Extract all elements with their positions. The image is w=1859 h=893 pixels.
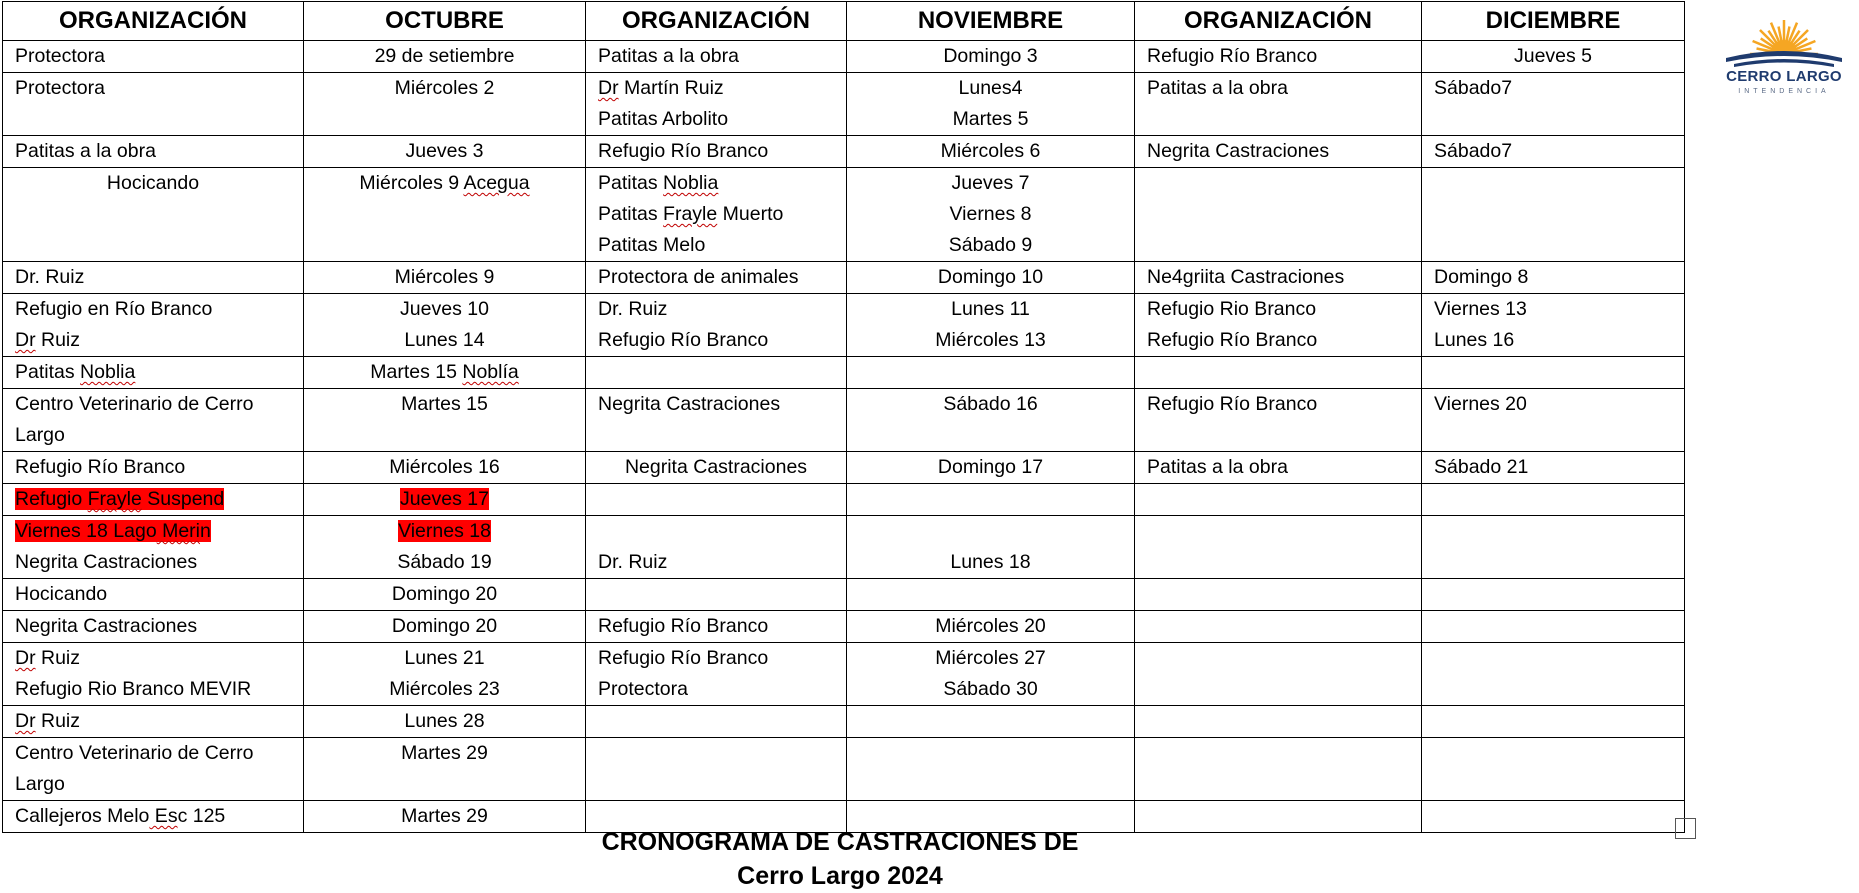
cell-text — [859, 706, 1122, 737]
table-cell — [847, 643, 1135, 706]
cell-text — [1434, 516, 1672, 547]
header-noviembre: NOVIEMBRE — [847, 2, 1135, 41]
table-cell — [3, 41, 304, 73]
cell-text: Dr Ruiz — [15, 329, 81, 351]
cell-text — [15, 230, 291, 261]
table-cell — [1422, 262, 1685, 294]
cell-text — [316, 230, 573, 261]
cell-text: Dr. Ruiz — [15, 266, 85, 288]
table-cell — [1135, 73, 1422, 136]
cell-text — [1434, 801, 1672, 832]
table-cell — [1135, 738, 1422, 801]
cell-text: Sábado 16 — [943, 393, 1038, 415]
cell-text: Domingo 17 — [937, 456, 1044, 478]
table-row — [3, 294, 1685, 357]
table-cell — [304, 611, 586, 643]
table-cell — [847, 579, 1135, 611]
cell-text — [1434, 579, 1672, 610]
cell-text — [1147, 199, 1409, 230]
cell-text: Martes 29 — [401, 805, 488, 827]
cell-text: Refugio Frayle Suspend — [15, 488, 225, 510]
table-cell — [3, 389, 304, 452]
cell-text — [316, 199, 573, 230]
table-cell — [3, 516, 304, 579]
cell-text — [1147, 484, 1409, 515]
cell-text: Refugio Río Branco — [15, 456, 186, 478]
cell-text — [1434, 199, 1672, 230]
cell-text: Callejeros Melo Esc 125 — [15, 805, 226, 827]
cell-text: Sábado 19 — [397, 551, 492, 573]
table-cell — [1135, 611, 1422, 643]
table-cell — [1422, 484, 1685, 516]
cell-text: Largo — [15, 773, 65, 795]
cell-text — [859, 579, 1122, 610]
cell-text: Protectora — [15, 77, 105, 99]
cell-text: Jueves 17 — [400, 488, 489, 510]
cell-text — [15, 104, 291, 135]
cell-text: Jueves 10 — [400, 298, 489, 320]
cell-text: Lunes 11 — [951, 298, 1030, 320]
table-cell — [586, 262, 847, 294]
cell-text: Miércoles 2 — [394, 77, 495, 99]
cell-text: Domingo 10 — [937, 266, 1044, 288]
table-cell — [3, 452, 304, 484]
cell-text: Refugio Río Branco — [598, 329, 769, 351]
table-cell — [1135, 452, 1422, 484]
cell-text: Domingo 3 — [943, 45, 1038, 67]
cell-text: Largo — [15, 424, 65, 446]
table-cell — [1135, 389, 1422, 452]
cell-text: Dr Martín Ruiz — [598, 77, 724, 99]
table-row — [3, 389, 1685, 452]
table-cell — [1422, 41, 1685, 73]
table-cell — [586, 579, 847, 611]
header-organizacion-nov: ORGANIZACIÓN — [586, 2, 847, 41]
table-cell — [847, 484, 1135, 516]
table-row — [3, 73, 1685, 136]
cell-text: Patitas a la obra — [15, 140, 156, 162]
cell-text: Refugio Rio Branco — [1147, 298, 1317, 320]
table-cell — [304, 73, 586, 136]
cell-text — [859, 738, 1122, 769]
cell-text: Refugio Río Branco — [1147, 45, 1318, 67]
table-cell — [3, 706, 304, 738]
cell-text: Patitas a la obra — [598, 45, 739, 67]
cell-text: Viernes 20 — [1434, 393, 1527, 415]
cell-text — [1434, 357, 1672, 388]
logo-subtitle: INTENDENCIA — [1738, 88, 1830, 95]
table-cell — [1135, 706, 1422, 738]
cell-text — [859, 357, 1122, 388]
cell-text: Martes 5 — [952, 108, 1029, 130]
table-cell — [1422, 579, 1685, 611]
cell-text — [316, 769, 573, 800]
cell-text: Centro Veterinario de Cerro — [15, 393, 254, 415]
table-cell — [304, 136, 586, 168]
cell-text: Jueves 5 — [1513, 45, 1593, 67]
cell-text: Negrita Castraciones — [624, 456, 808, 478]
table-cell — [1422, 136, 1685, 168]
cell-text — [598, 769, 834, 800]
table-cell — [1422, 801, 1685, 833]
table-cell — [847, 706, 1135, 738]
table-cell — [3, 73, 304, 136]
table-cell — [1422, 168, 1685, 262]
cell-text: Viernes 18 — [398, 520, 491, 542]
cell-text: Refugio Río Branco — [1147, 393, 1318, 415]
cell-text: Dr. Ruiz — [598, 551, 668, 573]
cell-text: Hocicando — [15, 583, 108, 605]
cell-text — [1147, 516, 1409, 547]
cell-text: Dr. Ruiz — [598, 298, 668, 320]
cell-text — [859, 769, 1122, 800]
cell-text: Miércoles 23 — [389, 678, 500, 700]
table-cell — [847, 294, 1135, 357]
cell-text: Negrita Castraciones — [598, 393, 781, 415]
cell-text: Sábado7 — [1434, 140, 1513, 162]
cell-text — [1147, 168, 1409, 199]
table-cell — [304, 801, 586, 833]
cell-text — [1147, 674, 1409, 705]
cell-text: Refugio Río Branco — [598, 647, 769, 669]
cerro-largo-logo — [1718, 14, 1850, 104]
cell-text: Dr Ruiz — [15, 647, 81, 669]
table-cell — [586, 73, 847, 136]
table-cell — [586, 168, 847, 262]
table-cell — [304, 41, 586, 73]
table-cell — [586, 389, 847, 452]
logo-title: CERRO LARGO — [1726, 68, 1842, 85]
table-cell — [1422, 643, 1685, 706]
cell-text: Hocicando — [106, 172, 200, 194]
table-cell — [304, 643, 586, 706]
cell-text: Miércoles 6 — [940, 140, 1041, 162]
table-row — [3, 136, 1685, 168]
table-cell — [3, 262, 304, 294]
table-cell — [304, 579, 586, 611]
table-row — [3, 738, 1685, 801]
table-row — [3, 611, 1685, 643]
table-cell — [1135, 168, 1422, 262]
table-cell — [586, 41, 847, 73]
table-cell — [1135, 41, 1422, 73]
cell-text: Refugio Río Branco — [598, 615, 769, 637]
table-row — [3, 706, 1685, 738]
table-cell — [3, 579, 304, 611]
cell-text: Domingo 8 — [1434, 266, 1529, 288]
cell-text — [1434, 706, 1672, 737]
cell-text: Patitas a la obra — [1147, 456, 1288, 478]
table-cell — [1422, 738, 1685, 801]
table-cell — [304, 262, 586, 294]
table-row — [3, 452, 1685, 484]
table-cell — [586, 452, 847, 484]
cell-text — [1147, 738, 1409, 769]
cell-text: Viernes 18 Lago Merin — [15, 520, 211, 542]
cell-text — [1434, 643, 1672, 674]
cell-text — [316, 104, 573, 135]
cell-text: Patitas Arbolito — [598, 108, 729, 130]
cell-text — [1434, 738, 1672, 769]
table-cell — [304, 484, 586, 516]
cell-text — [598, 738, 834, 769]
cell-text: Jueves 3 — [405, 140, 484, 162]
cell-text — [1147, 643, 1409, 674]
cell-text — [1434, 674, 1672, 705]
cell-text — [859, 516, 1122, 547]
cell-text — [316, 420, 573, 451]
table-row — [3, 41, 1685, 73]
table-row — [3, 516, 1685, 579]
table-cell — [586, 643, 847, 706]
table-cell — [1422, 294, 1685, 357]
cell-text: 29 de setiembre — [374, 45, 515, 67]
cell-text: Sábado7 — [1434, 77, 1513, 99]
cell-text — [1147, 801, 1409, 832]
header-diciembre: DICIEMBRE — [1422, 2, 1685, 41]
header-octubre: OCTUBRE — [304, 2, 586, 41]
table-cell — [847, 389, 1135, 452]
cell-text: Viernes 13 — [1434, 298, 1527, 320]
table-cell — [304, 357, 586, 389]
table-cell — [847, 516, 1135, 579]
cell-text — [1434, 484, 1672, 515]
table-cell — [847, 73, 1135, 136]
table-cell — [847, 611, 1135, 643]
table-cell — [1135, 516, 1422, 579]
table-cell — [304, 516, 586, 579]
cell-text: Sábado 30 — [943, 678, 1038, 700]
cell-text — [1434, 420, 1672, 451]
table-row — [3, 484, 1685, 516]
cell-text — [1434, 168, 1672, 199]
cell-text — [1147, 611, 1409, 642]
cell-text: Refugio Río Branco — [1147, 329, 1318, 351]
table-cell — [3, 643, 304, 706]
cell-text — [1434, 611, 1672, 642]
table-cell — [3, 611, 304, 643]
table-cell — [1135, 262, 1422, 294]
table-cell — [847, 168, 1135, 262]
cell-text: Centro Veterinario de Cerro — [15, 742, 254, 764]
cell-text — [1434, 769, 1672, 800]
table-cell — [1135, 294, 1422, 357]
cell-text: Miércoles 27 — [935, 647, 1046, 669]
table-row — [3, 262, 1685, 294]
cell-text: Lunes 28 — [404, 710, 485, 732]
table-cell — [304, 294, 586, 357]
table-cell — [3, 801, 304, 833]
table-cell — [847, 262, 1135, 294]
cell-text: Negrita Castraciones — [15, 551, 198, 573]
cell-text: Miércoles 9 — [394, 266, 495, 288]
cell-text: Ne4griita Castraciones — [1147, 266, 1345, 288]
table-cell — [1135, 579, 1422, 611]
table-cell — [847, 357, 1135, 389]
table-cell — [847, 738, 1135, 801]
cell-text — [859, 420, 1122, 451]
table-cell — [586, 706, 847, 738]
table-cell — [1422, 516, 1685, 579]
table-cell — [586, 357, 847, 389]
cell-text: Patitas Noblia — [598, 172, 719, 194]
table-cell — [847, 41, 1135, 73]
table-row — [3, 357, 1685, 389]
table-cell — [586, 136, 847, 168]
table-cell — [1135, 484, 1422, 516]
cell-text: Miércoles 9 Acegua — [359, 172, 530, 194]
sun-waves-icon — [1718, 14, 1850, 70]
cell-text: Miércoles 16 — [389, 456, 500, 478]
table-cell — [3, 168, 304, 262]
cell-text — [1147, 420, 1409, 451]
cell-text: Lunes 16 — [1434, 329, 1515, 351]
table-cell — [1422, 452, 1685, 484]
table-cell — [304, 389, 586, 452]
cell-text: Patitas a la obra — [1147, 77, 1288, 99]
cell-text — [598, 420, 834, 451]
cell-text: Lunes 14 — [404, 329, 485, 351]
cell-text: Refugio Río Branco — [598, 140, 769, 162]
schedule-caption: CRONOGRAMA DE CASTRACIONES DE Cerro Largo 2024 — [601, 828, 1079, 890]
table-cell — [1422, 73, 1685, 136]
cell-text: Sábado 9 — [948, 234, 1033, 256]
cell-text: Dr Ruiz — [15, 710, 81, 732]
table-row — [3, 168, 1685, 262]
cell-text — [1147, 769, 1409, 800]
cell-text: Martes 15 Noblía — [370, 361, 519, 383]
cell-text — [15, 199, 291, 230]
schedule-table — [2, 1, 1685, 833]
cell-text — [598, 357, 834, 388]
cell-text: Negrita Castraciones — [1147, 140, 1330, 162]
cell-text — [1147, 547, 1409, 578]
cell-text — [1434, 104, 1672, 135]
cell-text — [598, 516, 834, 547]
cell-text: Viernes 8 — [949, 203, 1032, 225]
table-row — [3, 643, 1685, 706]
table-cell — [304, 168, 586, 262]
cell-text: Protectora — [598, 678, 688, 700]
table-cell — [586, 294, 847, 357]
cell-text: Patitas Frayle Muerto — [598, 203, 784, 225]
cell-text: Lunes 21 — [404, 647, 485, 669]
table-cell — [3, 136, 304, 168]
table-cell — [3, 294, 304, 357]
cell-text: Negrita Castraciones — [15, 615, 198, 637]
cell-text: Jueves 7 — [951, 172, 1030, 194]
cell-text: Sábado 21 — [1434, 456, 1529, 478]
cell-text: Miércoles 20 — [935, 615, 1046, 637]
table-cell — [3, 357, 304, 389]
cell-text — [598, 579, 834, 610]
cell-text — [1147, 706, 1409, 737]
cell-text — [1434, 230, 1672, 261]
cell-text: Patitas Noblia — [15, 361, 136, 383]
table-cell — [304, 452, 586, 484]
table-cell — [586, 738, 847, 801]
checkbox[interactable] — [1675, 818, 1696, 839]
header-organizacion-dic: ORGANIZACIÓN — [1135, 2, 1422, 41]
table-cell — [3, 484, 304, 516]
cell-text: Lunes 18 — [950, 551, 1031, 573]
cell-text — [598, 706, 834, 737]
table-cell — [1422, 611, 1685, 643]
cell-text: Martes 29 — [401, 742, 488, 764]
table-cell — [1135, 643, 1422, 706]
table-row — [3, 579, 1685, 611]
cell-text: Domingo 20 — [391, 615, 498, 637]
table-cell — [1422, 706, 1685, 738]
cell-text — [1147, 579, 1409, 610]
table-cell — [304, 706, 586, 738]
cell-text: Miércoles 13 — [935, 329, 1046, 351]
cell-text — [1147, 104, 1409, 135]
cell-text: Refugio Rio Branco MEVIR — [15, 678, 252, 700]
cell-text: Protectora — [15, 45, 105, 67]
cell-text: Domingo 20 — [391, 583, 498, 605]
table-cell — [1135, 357, 1422, 389]
cell-text — [1147, 230, 1409, 261]
table-cell — [847, 136, 1135, 168]
table-cell — [3, 738, 304, 801]
table-cell — [586, 516, 847, 579]
cell-text — [1147, 357, 1409, 388]
table-cell — [1135, 801, 1422, 833]
cell-text: Martes 15 — [401, 393, 488, 415]
cell-text: Lunes4 — [958, 77, 1023, 99]
table-cell — [1422, 357, 1685, 389]
table-cell — [304, 738, 586, 801]
cell-text: Protectora de animales — [598, 266, 799, 288]
cell-text — [1434, 547, 1672, 578]
cell-text — [598, 484, 834, 515]
table-cell — [586, 484, 847, 516]
header-row — [3, 2, 1685, 41]
table-cell — [1135, 136, 1422, 168]
table-cell — [1422, 389, 1685, 452]
header-organizacion-oct: ORGANIZACIÓN — [3, 2, 304, 41]
table-cell — [847, 452, 1135, 484]
table-cell — [586, 611, 847, 643]
cell-text: Refugio en Río Branco — [15, 298, 213, 320]
cell-text — [859, 484, 1122, 515]
cell-text: Patitas Melo — [598, 234, 706, 256]
